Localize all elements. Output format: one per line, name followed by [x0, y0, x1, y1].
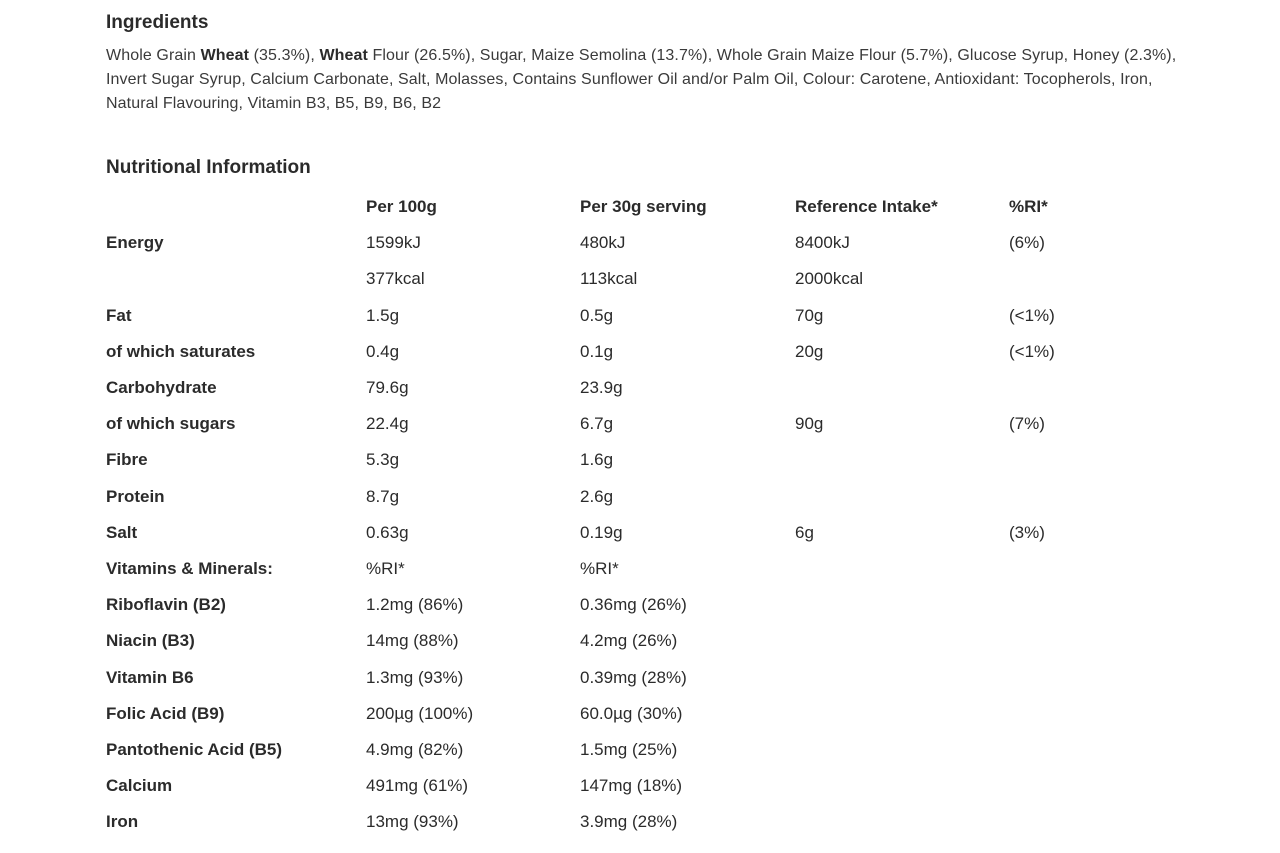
reference-intake-value: 90g	[795, 414, 824, 434]
table-row	[106, 623, 1109, 659]
ingredients-heading: Ingredients	[106, 12, 209, 33]
nutrient-name: Iron	[106, 812, 139, 832]
reference-intake-value	[795, 479, 1009, 515]
per-100g-value: 1599kJ	[366, 233, 421, 253]
ri-percent-value	[1009, 768, 1109, 804]
per-100g-value: 4.9mg (82%)	[366, 739, 464, 759]
nutrition-heading: Nutritional Information	[106, 157, 311, 178]
table-row	[106, 298, 1109, 334]
reference-intake-value	[795, 551, 1009, 587]
nutrient-name: of which sugars	[106, 414, 236, 434]
per-100g-value: %RI*	[366, 558, 405, 578]
reference-intake-value	[795, 370, 1009, 406]
column-header-per-serving: Per 30g serving	[580, 197, 707, 217]
table-row	[106, 225, 1109, 261]
nutrition-header-row	[106, 189, 1109, 225]
table-row	[106, 406, 1109, 442]
per-serving-value: 0.5g	[580, 305, 614, 325]
ingredients-segment: (35.3%),	[249, 47, 320, 64]
nutrient-name: of which saturates	[106, 341, 256, 361]
reference-intake-value	[795, 587, 1009, 623]
nutrition-table	[106, 189, 1109, 840]
reference-intake-value: 6g	[795, 522, 814, 542]
nutrient-name: Riboflavin (B2)	[106, 595, 226, 615]
ri-percent-value: (<1%)	[1009, 305, 1055, 325]
table-row	[106, 551, 1109, 587]
reference-intake-value: 70g	[795, 305, 824, 325]
reference-intake-value	[795, 659, 1009, 695]
nutrient-name: Niacin (B3)	[106, 631, 195, 651]
ingredients-segment: Flour (26.5%), Sugar, Maize Semolina (13.7%), Whole Grain Maize Flour (5.7%), Glucose Syrup, Honey (2.3%), Invert Sugar Syrup, Calcium Carbonate, Salt, Molasses, Contains Sunflower Oil and/or Palm Oil, Colour: Carotene, Antioxidant: Tocopherols, Iron, Natural Flavouring, Vitamin B3, B5, B9, B6, B2	[106, 47, 1177, 112]
table-row	[106, 334, 1109, 370]
table-row	[106, 442, 1109, 478]
reference-intake-value: 20g	[795, 341, 824, 361]
ri-percent-value	[1009, 623, 1109, 659]
nutrient-name: Fibre	[106, 450, 148, 470]
reference-intake-value: 8400kJ	[795, 233, 850, 253]
ri-percent-value: (<1%)	[1009, 341, 1055, 361]
column-header-nutrient	[106, 189, 366, 225]
per-serving-value: 0.36mg (26%)	[580, 595, 687, 615]
per-serving-value: 0.19g	[580, 522, 623, 542]
nutrient-name: Pantothenic Acid (B5)	[106, 739, 282, 759]
ri-percent-value	[1009, 696, 1109, 732]
table-row	[106, 732, 1109, 768]
table-row	[106, 370, 1109, 406]
allergen-text: Wheat	[200, 47, 250, 64]
table-row	[106, 587, 1109, 623]
nutrient-name	[106, 261, 366, 297]
ingredients-text	[106, 44, 1206, 116]
per-serving-value: 4.2mg (26%)	[580, 631, 678, 651]
allergen-text: Wheat	[319, 47, 368, 64]
ri-percent-value	[1009, 442, 1109, 478]
per-100g-value: 22.4g	[366, 414, 409, 434]
nutrient-name: Fat	[106, 305, 132, 325]
table-row	[106, 768, 1109, 804]
per-serving-value: 480kJ	[580, 233, 626, 253]
nutrient-name: Carbohydrate	[106, 378, 217, 398]
per-100g-value: 13mg (93%)	[366, 812, 459, 832]
nutrient-name: Calcium	[106, 776, 173, 796]
nutrition-body	[106, 225, 1109, 840]
reference-intake-value	[795, 732, 1009, 768]
ri-percent-value: (7%)	[1009, 414, 1045, 434]
per-100g-value: 0.63g	[366, 522, 409, 542]
table-row	[106, 659, 1109, 695]
ri-percent-value	[1009, 479, 1109, 515]
per-serving-value: 0.1g	[580, 341, 614, 361]
per-100g-value: 200µg (100%)	[366, 703, 474, 723]
ri-percent-value	[1009, 732, 1109, 768]
ri-percent-value: (6%)	[1009, 233, 1045, 253]
ingredients-segment: Whole Grain	[106, 47, 201, 64]
per-100g-value: 79.6g	[366, 378, 409, 398]
ri-percent-value	[1009, 659, 1109, 695]
per-serving-value: 6.7g	[580, 414, 614, 434]
nutrient-name: Energy	[106, 233, 164, 253]
per-serving-value: 60.0µg (30%)	[580, 703, 683, 723]
table-row	[106, 804, 1109, 840]
ri-percent-value	[1009, 587, 1109, 623]
nutrient-name: Vitamins & Minerals:	[106, 558, 273, 578]
nutrient-name: Vitamin B6	[106, 667, 194, 687]
per-100g-value: 1.2mg (86%)	[366, 595, 464, 615]
reference-intake-value	[795, 623, 1009, 659]
per-100g-value: 1.3mg (93%)	[366, 667, 464, 687]
per-serving-value: 3.9mg (28%)	[580, 812, 678, 832]
column-header-per-100g: Per 100g	[366, 197, 437, 217]
column-header-ri-percent: %RI*	[1009, 197, 1048, 217]
per-100g-value: 1.5g	[366, 305, 400, 325]
per-serving-value: 113kcal	[580, 269, 638, 289]
per-serving-value: 1.5mg (25%)	[580, 739, 678, 759]
reference-intake-value	[795, 442, 1009, 478]
reference-intake-value	[795, 804, 1009, 840]
per-serving-value: 2.6g	[580, 486, 614, 506]
ri-percent-value	[1009, 261, 1109, 297]
per-serving-value: 23.9g	[580, 378, 623, 398]
per-serving-value: 0.39mg (28%)	[580, 667, 687, 687]
reference-intake-value	[795, 768, 1009, 804]
ri-percent-value	[1009, 370, 1109, 406]
ri-percent-value	[1009, 551, 1109, 587]
per-100g-value: 14mg (88%)	[366, 631, 459, 651]
column-header-reference-intake: Reference Intake*	[795, 197, 938, 217]
table-row	[106, 261, 1109, 297]
nutrient-name: Protein	[106, 486, 165, 506]
ri-percent-value	[1009, 804, 1109, 840]
reference-intake-value	[795, 696, 1009, 732]
per-100g-value: 0.4g	[366, 341, 400, 361]
per-100g-value: 377kcal	[366, 269, 425, 289]
reference-intake-value: 2000kcal	[795, 269, 864, 289]
table-row	[106, 479, 1109, 515]
per-100g-value: 491mg (61%)	[366, 776, 469, 796]
nutrient-name: Folic Acid (B9)	[106, 703, 225, 723]
per-serving-value: 1.6g	[580, 450, 614, 470]
per-100g-value: 5.3g	[366, 450, 400, 470]
nutrient-name: Salt	[106, 522, 138, 542]
ri-percent-value: (3%)	[1009, 522, 1045, 542]
per-100g-value: 8.7g	[366, 486, 400, 506]
per-serving-value: %RI*	[580, 558, 619, 578]
table-row	[106, 515, 1109, 551]
table-row	[106, 696, 1109, 732]
per-serving-value: 147mg (18%)	[580, 776, 683, 796]
